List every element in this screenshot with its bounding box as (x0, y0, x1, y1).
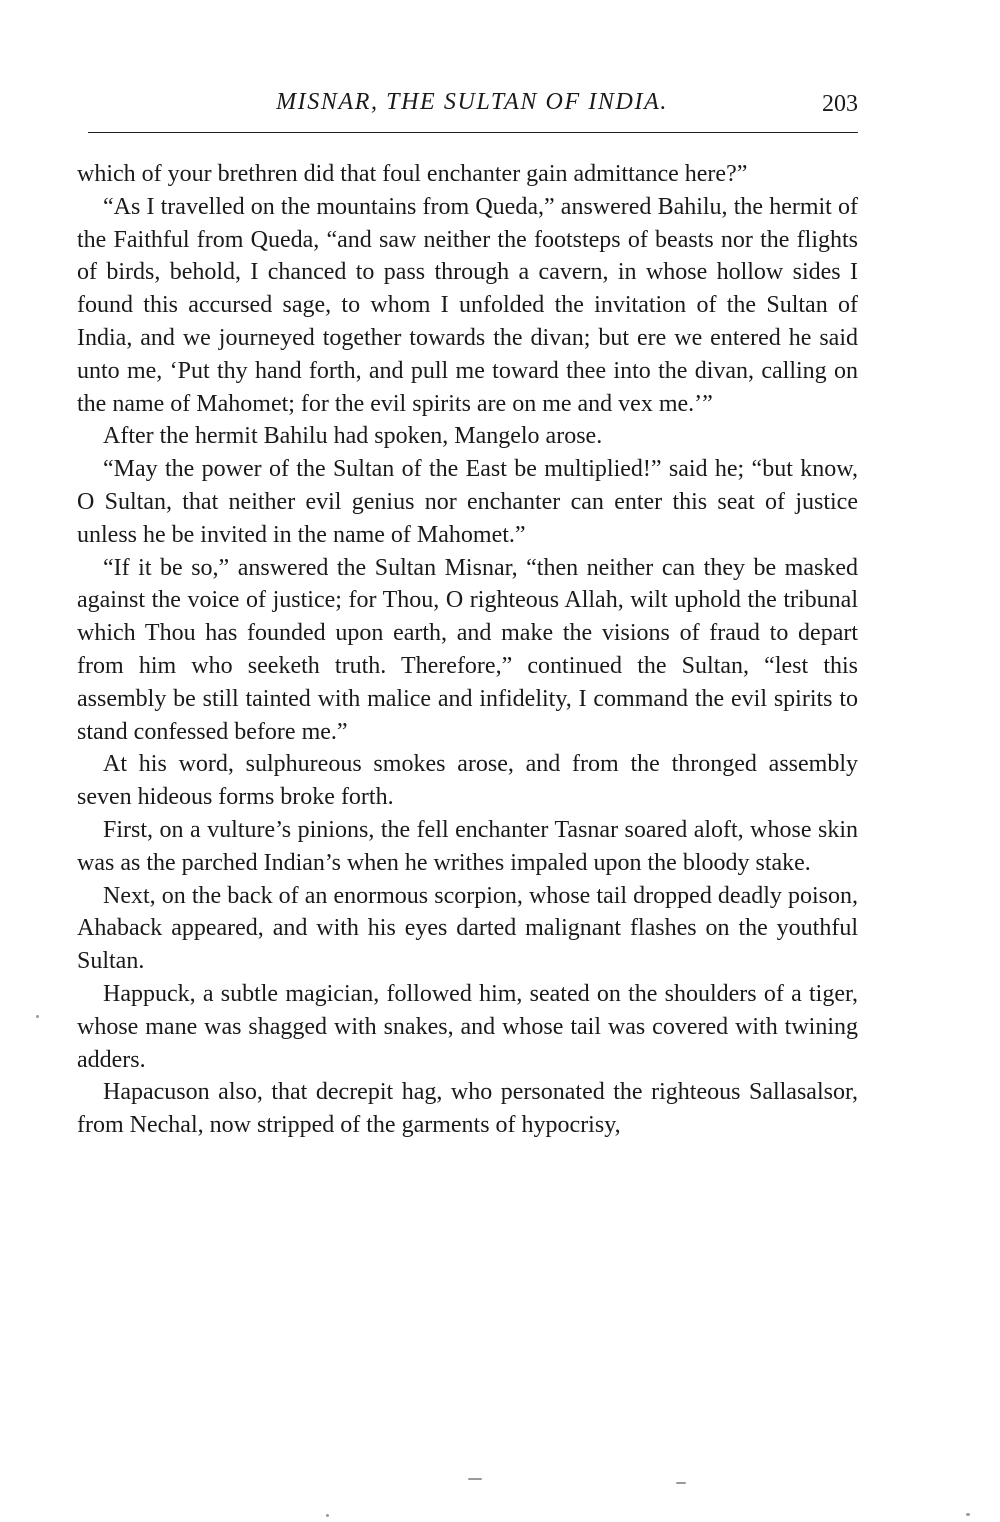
header-rule (88, 132, 858, 133)
running-title: MISNAR, THE SULTAN OF INDIA. (276, 89, 668, 115)
paper-speck (326, 1514, 329, 1517)
paragraph: At his word, sulphureous smokes arose, and from the thronged assembly seven hideous forms broke forth. (77, 751, 858, 811)
paper-speck (966, 1513, 970, 1516)
paragraph: Happuck, a subtle magician, followed him, seated on the shoulders of a tiger, whose mane was shagged with snakes, and whose tail was covered with twining adders. (77, 980, 858, 1073)
paper-speck (468, 1478, 482, 1480)
paragraph: “As I travelled on the mountains from Queda,” answered Bahilu, the hermit of the Faithful from Queda, “and saw neither the footsteps of beasts nor the flights of birds, behold, I chanced to pass through a cavern, in whose hollow sides I found this accursed sage, to whom I unfolded the invitation of the Sultan of India, and we journeyed together towards the divan; but ere we entered he said unto me, ‘Put thy hand forth, and pull me toward thee into the divan, calling on the name of Mahomet; for the evil spirits are on me and vex me.’” (77, 193, 858, 417)
paragraph: “May the power of the Sultan of the East be multiplied!” said he; “but know, O Sultan, that neither evil genius nor enchanter can enter this seat of justice unless he be invited in the name of Mahomet.” (77, 456, 858, 548)
paper-speck (36, 1015, 39, 1018)
paper-speck (676, 1482, 686, 1484)
paragraph: Hapacuson also, that decrepit hag, who personated the righteous Sallasalsor, from Nechal, now stripped of the garments of hypocrisy, (77, 1079, 858, 1139)
paragraph: Next, on the back of an enormous scorpion, whose tail dropped deadly poison, Ahaback appeared, and with his eyes darted malignant flashes on the youthful Sultan. (77, 882, 858, 975)
paragraph: After the hermit Bahilu had spoken, Mangelo arose. (103, 423, 603, 450)
body-text (77, 158, 858, 1142)
paragraph: “If it be so,” answered the Sultan Misnar, “then neither can they be masked against the voice of justice; for Thou, O righteous Allah, wilt uphold the tribunal which Thou has founded upon earth, and make the visions of fraud to depart from him who seeketh truth. Therefore,” continued the Sultan, “lest this assembly be still tainted with malice and infidelity, I command the evil spirits to stand confessed before me.” (77, 554, 858, 745)
paragraph: First, on a vulture’s pinions, the fell enchanter Tasnar soared aloft, whose skin was as the parched Indian’s when he writhes impaled upon the bloody stake. (77, 816, 858, 876)
page-number: 203 (822, 91, 858, 117)
paragraph-continuation: which of your brethren did that foul enchanter gain admittance here?” (77, 161, 748, 187)
running-head (86, 86, 858, 126)
